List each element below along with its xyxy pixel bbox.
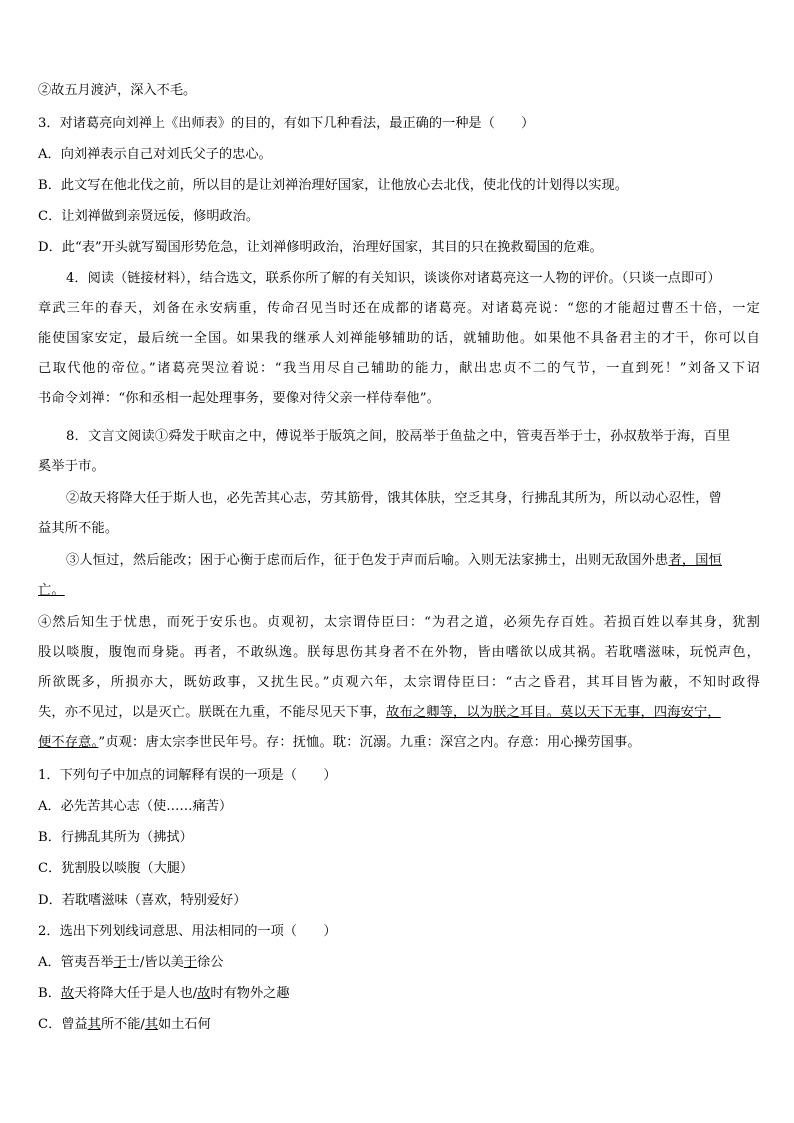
- question-1-stem: 1．下列句子中加点的词解释有误的一项是（ ）: [38, 768, 337, 783]
- option-a: A．向刘禅表示自己对刘氏父子的忠心。: [38, 147, 272, 162]
- option-c: [38, 1016, 760, 1034]
- option-c: C．让刘禅做到亲贤远佞，修明政治。: [38, 209, 260, 224]
- underlined-text: 便不存意。: [38, 735, 99, 750]
- option-b: B．行拂乱其所为（拂拭）: [38, 830, 193, 845]
- option-text: 徐公: [197, 955, 224, 970]
- option-text: 士/皆以美: [126, 955, 184, 970]
- option-b: B．此文写在他北伐之前，所以目的是让刘禅治理好国家，让他放心去北伐，使北伐的计划得以实现。: [38, 178, 628, 193]
- passage-line: [38, 704, 760, 722]
- underlined-text: 者，国恒: [668, 553, 722, 568]
- option-text: 如土石何: [158, 1017, 211, 1032]
- linked-material-line: 己取代他的帝位。”诸葛亮哭泣着说：“我当用尽自己辅助的能力，献出忠贞不二的气节，一直到死！”刘备又下诏: [38, 361, 760, 376]
- question-2-stem: 2．选出下列划线词意思、用法相同的一项（ ）: [38, 924, 337, 939]
- passage-line: ②故五月渡泸，深入不毛。: [38, 83, 197, 98]
- underlined-text: 亡。: [38, 583, 65, 598]
- option-a: A．必先苦其心志（使……痛苦）: [38, 799, 233, 814]
- option-a: [38, 954, 760, 972]
- passage-text: 失，亦不见过，以是灭亡。朕既在九重，不能尽见天下事，: [38, 705, 387, 720]
- passage-paragraph-4: ④然后知生于忧患，而死于安乐也。贞观初，太宗谓侍臣曰：“为君之道，必须先存百姓。若损百姓以奉其身，犹割: [38, 615, 760, 630]
- underlined-word: 故: [197, 986, 211, 1001]
- underlined-word: 故: [60, 986, 75, 1001]
- option-b: [38, 985, 760, 1003]
- option-c: C．犹割股以啖腹（大腿）: [38, 861, 194, 876]
- option-text: 天将降大任于是人也/: [74, 986, 198, 1001]
- passage-line: 股以啖腹，腹饱而身毙。再者，不敢纵逸。朕每思伤其身者不在外物，皆由嗜欲以成其祸。若耽嗜滋味，玩悦声色，: [38, 645, 760, 660]
- passage-line: 奚举于市。: [38, 459, 105, 474]
- option-d: D．此“表”开头就写蜀国形势危急，让刘禅修明政治，治理好国家，其目的只在挽救蜀国的危难。: [38, 240, 603, 255]
- passage-line: 所欲既多，所损亦大，既妨政事，又扰生民。”贞观六年，太宗谓侍臣曰：“古之昏君，其耳目皆为蔽，不知时政得: [38, 675, 760, 690]
- underlined-word: 其: [144, 1017, 159, 1032]
- option-text: B．: [38, 986, 61, 1001]
- option-text: 所不能/: [100, 1017, 145, 1032]
- question-4-stem: 4．阅读（链接材料），结合选文，联系你所了解的有关知识，谈谈你对诸葛亮这一人物的评价。（只谈一点即可）: [66, 271, 721, 286]
- linked-material-line: 书命令刘禅：“你和丞相一起处理事务，要像对待父亲一样侍奉他”。: [38, 391, 441, 406]
- option-d: D．若耽嗜滋味（喜欢，特别爱好）: [38, 893, 247, 908]
- passage-line: 益其所不能。: [38, 521, 119, 536]
- passage-paragraph-3: [66, 552, 760, 570]
- question-3-stem: 3．对诸葛亮向刘禅上《出师表》的目的，有如下几种看法，最正确的一种是（ ）: [38, 116, 535, 131]
- option-text: 时有物外之趣: [210, 986, 290, 1001]
- passage-line: [38, 734, 760, 752]
- question-8-passage: 8．文言文阅读①舜发于畎亩之中，傅说举于版筑之间，胶鬲举于鱼盐之中，管夷吾举于士，孙叔敖举于海，百里: [66, 429, 731, 444]
- underlined-word: 于: [183, 955, 198, 970]
- annotation-text: ”贞观：唐太宗李世民年号。存：抚恤。耽：沉溺。九重：深宫之内。存意：用心操劳国事。: [98, 735, 641, 750]
- underlined-text: 故布之卿等，以为朕之耳目。莫以天下无事，四海安宁，: [386, 705, 721, 720]
- option-text: C．曾益: [38, 1017, 88, 1032]
- underlined-word: 于: [113, 955, 127, 970]
- option-text: A．管夷吾举: [38, 955, 114, 970]
- passage-text: ③人恒过，然后能改；困于心衡于虑而后作，征于色发于声而后喻。入则无法家拂士，出则无敌国外患: [66, 553, 669, 568]
- underlined-word: 其: [87, 1017, 101, 1032]
- linked-material-line: 能使国家安定，最后统一全国。如果我的继承人刘禅能够辅助的话，就辅助他。如果他不具备君主的才干，你可以自: [38, 331, 760, 346]
- linked-material-line: 章武三年的春天，刘备在永安病重，传命召见当时还在成都的诸葛亮。对诸葛亮说：“您的才能超过曹丕十倍，一定: [38, 301, 760, 316]
- passage-paragraph-2: ②故天将降大任于斯人也，必先苦其心志，劳其筋骨，饿其体肤，空乏其身，行拂乱其所为，所以动心忍性，曾: [66, 491, 722, 506]
